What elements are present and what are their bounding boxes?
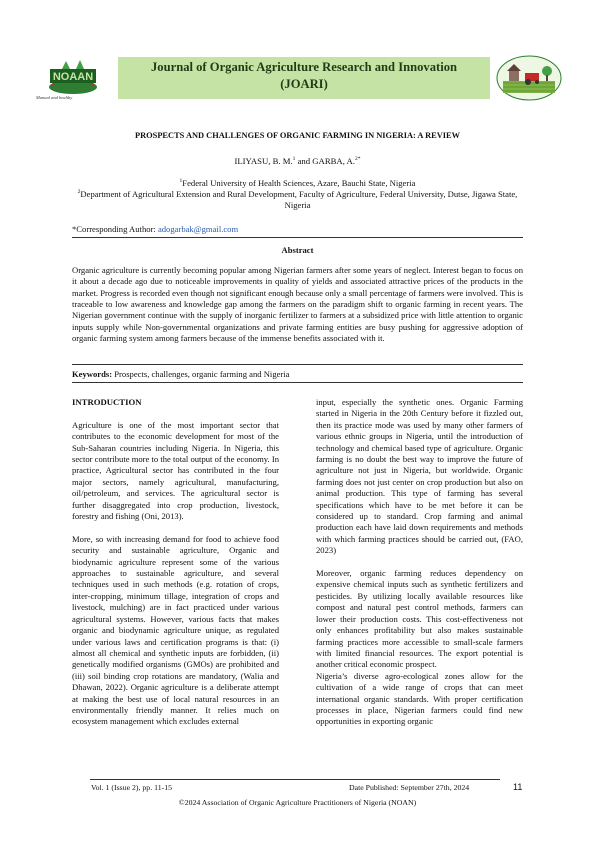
author-list xyxy=(60,156,535,166)
keywords-text: Prospects, challenges, organic farming and Nigeria xyxy=(112,369,290,379)
paragraph: More, so with increasing demand for food to achieve food security and sustainable agriculture, Organic and biodynamic agriculture represent some of the various approaches to sustainable agriculture, and several techniques used in such methods (e.g. rotation of crops, inter-cropping, minimum tillage, integration of crops and livestock, mulching) are in fact practiced under various agricultural systems. However, various facts that makes organic and biodynamic agriculture unique, as regulated under various laws and certification programs is that: (i) almost all chemical and synthetic inputs are forbidden, (ii) genetically modified organisms (GMOs) are prohibited and (iii) soil binding crop rotations are mandatory, (Walia and Dhawan, 2022). Organic agriculture is a deliberate attempt at making the best use of local natural resources in an environmentally friendly manner. It relies much on ecosystem management which excludes external xyxy=(72,533,279,727)
paragraph: Agriculture is one of the most important sector that contributes to the economic development for most of the Sub-Saharan countries including Nigeria. In Nigeria, this sector contribute more to the total output of the economy. In practice, Agricultural sector has contributed in the four major sectors, namely agricultural, manufacturing, oil/petroleum, and services. The agricultural sector is further disaggregated into crop production, livestock, forestry and fishing (Oni, 2013). xyxy=(72,419,279,522)
journal-title xyxy=(118,59,490,93)
footer-volume: Vol. 1 (Issue 2), pp. 11-15 xyxy=(91,783,172,792)
paragraph: input, especially the synthetic ones. Organic Farming started in Nigeria in the 20th Century before it fizzled out, then its practice mode was used by many other farmers of various ethnic groups in Nigeria, until the introduction of technology and chemical based type of agriculture. Organic farming is no doubt the best way to improve the future of agriculture not just in Nigeria, but worldwide. Organic farming does not just center on crop production but also on animal production. This type of farming has several specifications which have to be met before it can be considered up to standard. Crop farming and animal production each have laid down requirements and methods with which farming practices should be carried out, (FAO, 2023) xyxy=(316,397,523,556)
journal-title-line2: (JOARI) xyxy=(280,77,328,91)
keywords-label: Keywords: xyxy=(72,369,113,379)
divider xyxy=(72,382,523,383)
right-column xyxy=(316,397,523,728)
footer-date-published: Date Published: September 27th, 2024 xyxy=(349,783,470,792)
section-heading-introduction: INTRODUCTION xyxy=(72,397,142,407)
abstract-heading: Abstract xyxy=(281,245,314,255)
corresponding-label: *Corresponding Author: xyxy=(72,224,158,234)
logo-left-text: NOAAN xyxy=(52,71,94,83)
farm-illustration-logo xyxy=(495,53,563,103)
left-column xyxy=(72,397,279,728)
affiliation-1 xyxy=(75,178,520,189)
divider xyxy=(72,364,523,365)
author-2-marker: 2* xyxy=(355,156,361,163)
author-2: GARBA, A. xyxy=(312,156,356,166)
affiliation-2-marker: 2 xyxy=(77,189,81,196)
keywords xyxy=(72,369,290,379)
footer-divider xyxy=(90,779,500,780)
corresponding-author xyxy=(72,224,238,234)
divider xyxy=(72,237,523,238)
affiliation-1-marker: 1 xyxy=(179,178,183,185)
logo-tagline: Manual and healthy xyxy=(36,95,73,100)
paper-title: PROSPECTS AND CHALLENGES OF ORGANIC FARMING IN NIGERIA: A REVIEW xyxy=(134,131,461,140)
footer-copyright: ©2024 Association of Organic Agriculture Practitioners of Nigeria (NOAN) xyxy=(178,798,417,807)
paragraph: Moreover, organic farming reduces dependency on expensive chemical inputs such as synthetic fertilizers and pesticides. By utilizing locally available resources like compost and natural pest control methods, farmers can lower their production costs. This cost-effectiveness not only enhances profitability but also makes sustainable farming practices more accessible to small-scale farmers with limited financial resources. The export potential is another critical economic prospect. xyxy=(316,568,523,670)
author-1-marker: 1 xyxy=(292,156,296,163)
authors-conjunction: and xyxy=(295,156,313,166)
affiliation-2 xyxy=(75,189,520,212)
author-1: ILIYASU, B. M. xyxy=(234,156,293,166)
abstract-text: Organic agriculture is currently becoming popular among Nigerian farmers after some years of neglect. Interest began to focus on it about a decade ago due to noticeable improvements in quality of yields and associated attractive prices of the products in the market. Progress is recorded even though not significant enough because only a small percentage of farmers were involved. This is traceable to low awareness and knowledge gap among the farmers on the paradigm shift to organic farming in recent years. The Nigerian government continue with the supply of inorganic fertilizer to farmers at a subsidized price with little attention to organic inputs supply while Non-governmental organizations and private farming entities are busy pushing for aggressive adoption of organic farming system among farmers because of the immense benefits associated with it. xyxy=(72,265,523,344)
affiliation-2-text: Department of Agricultural Extension and Rural Development, Faculty of Agriculture, Federal University, Dutse, Jigawa State, Nigeria xyxy=(80,189,518,211)
affiliation-1-text: Federal University of Health Sciences, Azare, Bauchi State, Nigeria xyxy=(182,178,416,188)
journal-title-line1: Journal of Organic Agriculture Research and Innovation xyxy=(151,60,457,74)
paragraph: Nigeria’s diverse agro-ecological zones allow for the cultivation of a wide range of crops that can meet international organic standards. With proper certification processes in place, Nigerian farmers could find new opportunities in exporting organic xyxy=(316,670,523,727)
corresponding-email-link[interactable]: adogarbak@gmail.com xyxy=(157,224,239,234)
page-number: 11 xyxy=(513,782,523,792)
